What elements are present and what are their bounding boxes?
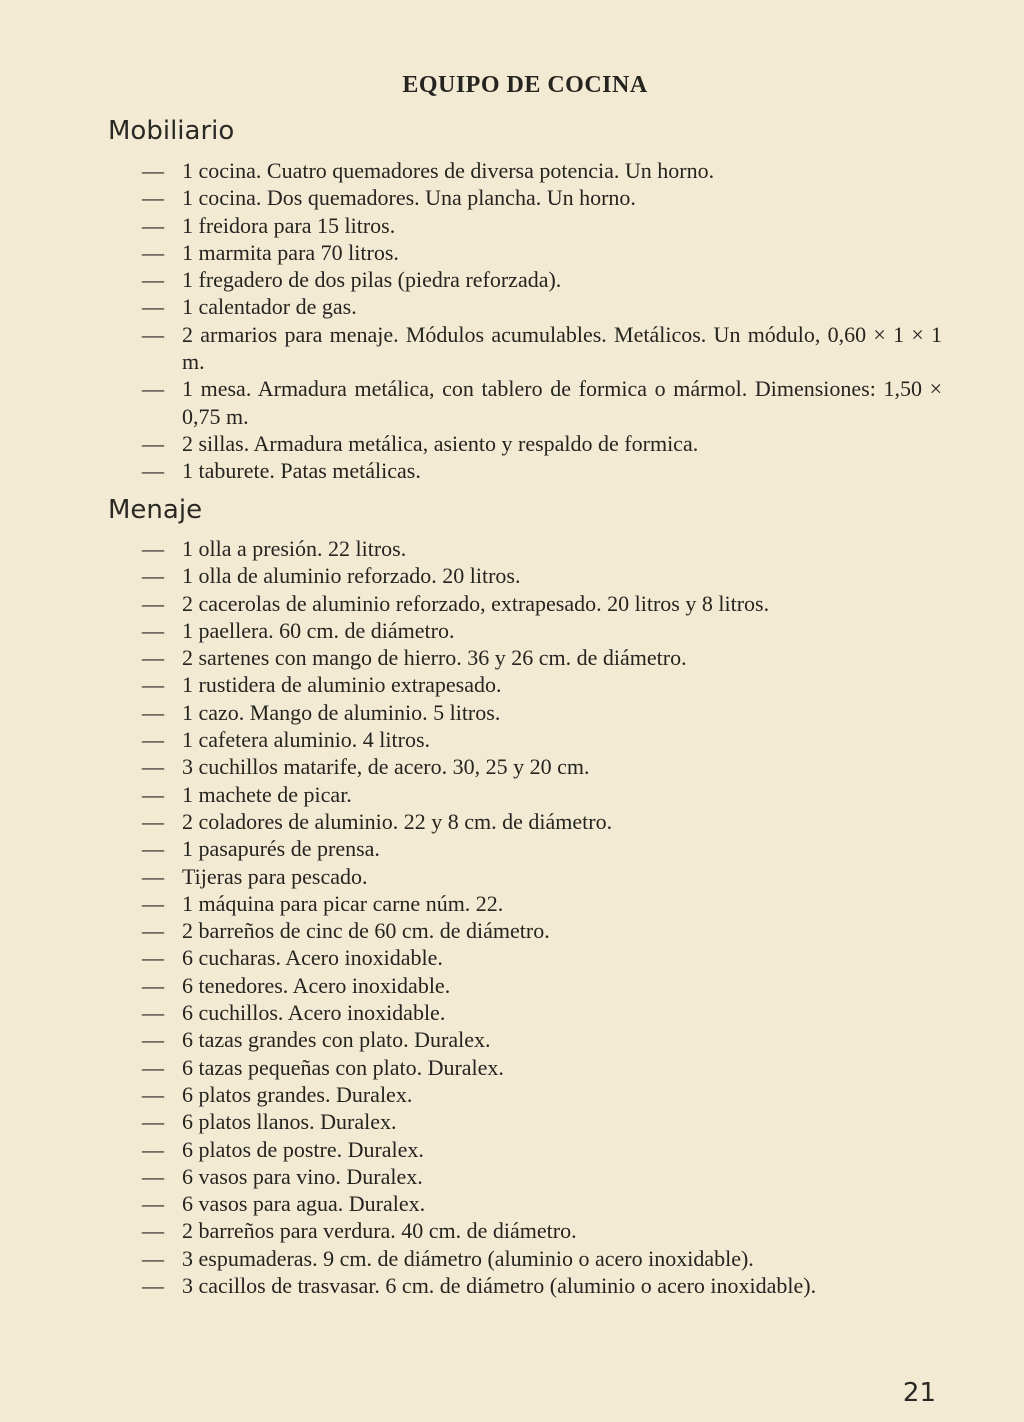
list-item-text: 2 barreños para verdura. 40 cm. de diámetro. <box>182 1218 577 1244</box>
list-item <box>142 184 942 211</box>
list-dash: — <box>142 536 164 561</box>
list-item <box>142 781 942 808</box>
list-dash: — <box>142 918 164 944</box>
list-item <box>142 457 942 484</box>
list-item-text: 1 cazo. Mango de aluminio. 5 litros. <box>182 699 501 725</box>
section-heading-mobiliario: Mobiliario <box>108 116 235 146</box>
list-dash: — <box>142 1273 164 1299</box>
list-item-text: 2 cacerolas de aluminio reforzado, extrapesado. 20 litros y 8 litros. <box>182 590 770 616</box>
list-item <box>142 535 942 562</box>
list-item <box>142 999 942 1026</box>
section-heading-menaje: Menaje <box>108 495 203 525</box>
page-title: EQUIPO DE COCINA <box>402 72 648 98</box>
list-dash: — <box>142 590 164 616</box>
list-item <box>142 321 942 376</box>
list-item <box>142 917 942 944</box>
list-dash: — <box>142 699 164 725</box>
list-item-text: 1 calentador de gas. <box>182 294 357 320</box>
list-item <box>142 1190 942 1217</box>
list-item <box>142 863 942 890</box>
list-item <box>142 1026 942 1053</box>
list-item <box>142 835 942 862</box>
list-item <box>142 1081 942 1108</box>
list-item <box>142 266 942 293</box>
list-dash: — <box>142 1218 164 1244</box>
list-item <box>142 944 942 971</box>
list-item-text: 6 platos llanos. Duralex. <box>182 1109 397 1135</box>
list-item-text: 2 coladores de aluminio. 22 y 8 cm. de diámetro. <box>182 808 613 834</box>
list-item-text: 6 platos de postre. Duralex. <box>182 1136 424 1162</box>
list-item-text: 6 tazas grandes con plato. Duralex. <box>182 1027 491 1053</box>
list-item-text: 1 mesa. Armadura metálica, con tablero de formica o mármol. Dimensiones: 1,50 × 0,75 m. <box>182 376 942 429</box>
list-item-text: 2 barreños de cinc de 60 cm. de diámetro. <box>182 918 550 944</box>
list-dash: — <box>142 458 164 484</box>
list-item-text: 1 paellera. 60 cm. de diámetro. <box>182 617 455 643</box>
list-item <box>142 239 942 266</box>
list-item <box>142 753 942 780</box>
list-dash: — <box>142 808 164 834</box>
list-dash: — <box>142 158 164 183</box>
list-dash: — <box>142 563 164 589</box>
list-item-text: 1 olla de aluminio reforzado. 20 litros. <box>182 563 521 589</box>
list-item <box>142 212 942 239</box>
list-item <box>142 1108 942 1135</box>
list-item <box>142 1136 942 1163</box>
list-dash: — <box>142 781 164 807</box>
list-item-text: 6 vasos para agua. Duralex. <box>182 1191 426 1217</box>
list-item-text: 1 cocina. Cuatro quemadores de diversa potencia. Un horno. <box>182 158 715 183</box>
list-dash: — <box>142 376 164 402</box>
list-dash: — <box>142 890 164 916</box>
list-item-text: 3 espumaderas. 9 cm. de diámetro (aluminio o acero inoxidable). <box>182 1245 754 1271</box>
list-dash: — <box>142 430 164 456</box>
list-dash: — <box>142 294 164 320</box>
list-item-text: 1 máquina para picar carne núm. 22. <box>182 890 504 916</box>
list-dash: — <box>142 617 164 643</box>
list-item <box>142 699 942 726</box>
list-dash: — <box>142 1000 164 1026</box>
list-dash: — <box>142 645 164 671</box>
list-item <box>142 671 942 698</box>
list-item-text: Tijeras para pescado. <box>182 863 368 889</box>
menaje-list <box>142 535 942 1299</box>
list-item-text: 1 fregadero de dos pilas (piedra reforzada). <box>182 267 562 293</box>
list-dash: — <box>142 321 164 347</box>
list-dash: — <box>142 239 164 265</box>
list-item <box>142 972 942 999</box>
list-dash: — <box>142 1163 164 1189</box>
list-item-text: 1 pasapurés de prensa. <box>182 836 380 862</box>
list-item <box>142 562 942 589</box>
list-item-text: 1 cocina. Dos quemadores. Una plancha. Un horno. <box>182 185 636 211</box>
list-item-text: 1 machete de picar. <box>182 781 352 807</box>
list-dash: — <box>142 1109 164 1135</box>
list-item <box>142 157 942 184</box>
mobiliario-list <box>142 157 942 485</box>
list-dash: — <box>142 863 164 889</box>
list-dash: — <box>142 1027 164 1053</box>
list-dash: — <box>142 727 164 753</box>
list-item-text: 6 platos grandes. Duralex. <box>182 1081 413 1107</box>
list-item-text: 2 sillas. Armadura metálica, asiento y respaldo de formica. <box>182 430 699 456</box>
list-item-text: 6 cuchillos. Acero inoxidable. <box>182 1000 446 1026</box>
list-dash: — <box>142 754 164 780</box>
list-item-text: 1 freidora para 15 litros. <box>182 212 396 238</box>
list-dash: — <box>142 267 164 293</box>
list-item-text: 2 armarios para menaje. Módulos acumulables. Metálicos. Un módulo, 0,60 × 1 × 1 m. <box>182 321 942 375</box>
list-dash: — <box>142 945 164 971</box>
list-item <box>142 1163 942 1190</box>
list-item <box>142 1272 942 1299</box>
list-item-text: 3 cacillos de trasvasar. 6 cm. de diámetro (aluminio o acero inoxidable). <box>182 1273 817 1299</box>
list-item-text: 1 taburete. Patas metálicas. <box>182 458 421 484</box>
list-item-text: 1 marmita para 70 litros. <box>182 239 399 265</box>
list-item <box>142 1217 942 1244</box>
list-dash: — <box>142 672 164 698</box>
list-item <box>142 1054 942 1081</box>
list-dash: — <box>142 185 164 211</box>
list-item <box>142 808 942 835</box>
list-dash: — <box>142 1191 164 1217</box>
list-item <box>142 890 942 917</box>
list-item <box>142 590 942 617</box>
list-item-text: 1 cafetera aluminio. 4 litros. <box>182 727 431 753</box>
list-item-text: 3 cuchillos matarife, de acero. 30, 25 y 20 cm. <box>182 754 590 780</box>
list-item <box>142 617 942 644</box>
list-item <box>142 375 942 430</box>
list-item <box>142 430 942 457</box>
list-dash: — <box>142 1245 164 1271</box>
list-dash: — <box>142 1136 164 1162</box>
list-dash: — <box>142 972 164 998</box>
list-dash: — <box>142 212 164 238</box>
list-item <box>142 644 942 671</box>
list-item <box>142 293 942 320</box>
list-item-text: 1 rustidera de aluminio extrapesado. <box>182 672 502 698</box>
page-number: 21 <box>902 1378 936 1408</box>
list-item-text: 6 tenedores. Acero inoxidable. <box>182 972 451 998</box>
list-item-text: 1 olla a presión. 22 litros. <box>182 536 407 561</box>
list-item-text: 6 vasos para vino. Duralex. <box>182 1163 423 1189</box>
list-item-text: 6 tazas pequeñas con plato. Duralex. <box>182 1054 504 1080</box>
list-item <box>142 1245 942 1272</box>
list-dash: — <box>142 836 164 862</box>
list-item <box>142 726 942 753</box>
list-dash: — <box>142 1081 164 1107</box>
list-item-text: 6 cucharas. Acero inoxidable. <box>182 945 443 971</box>
list-item-text: 2 sartenes con mango de hierro. 36 y 26 cm. de diámetro. <box>182 645 687 671</box>
list-dash: — <box>142 1054 164 1080</box>
